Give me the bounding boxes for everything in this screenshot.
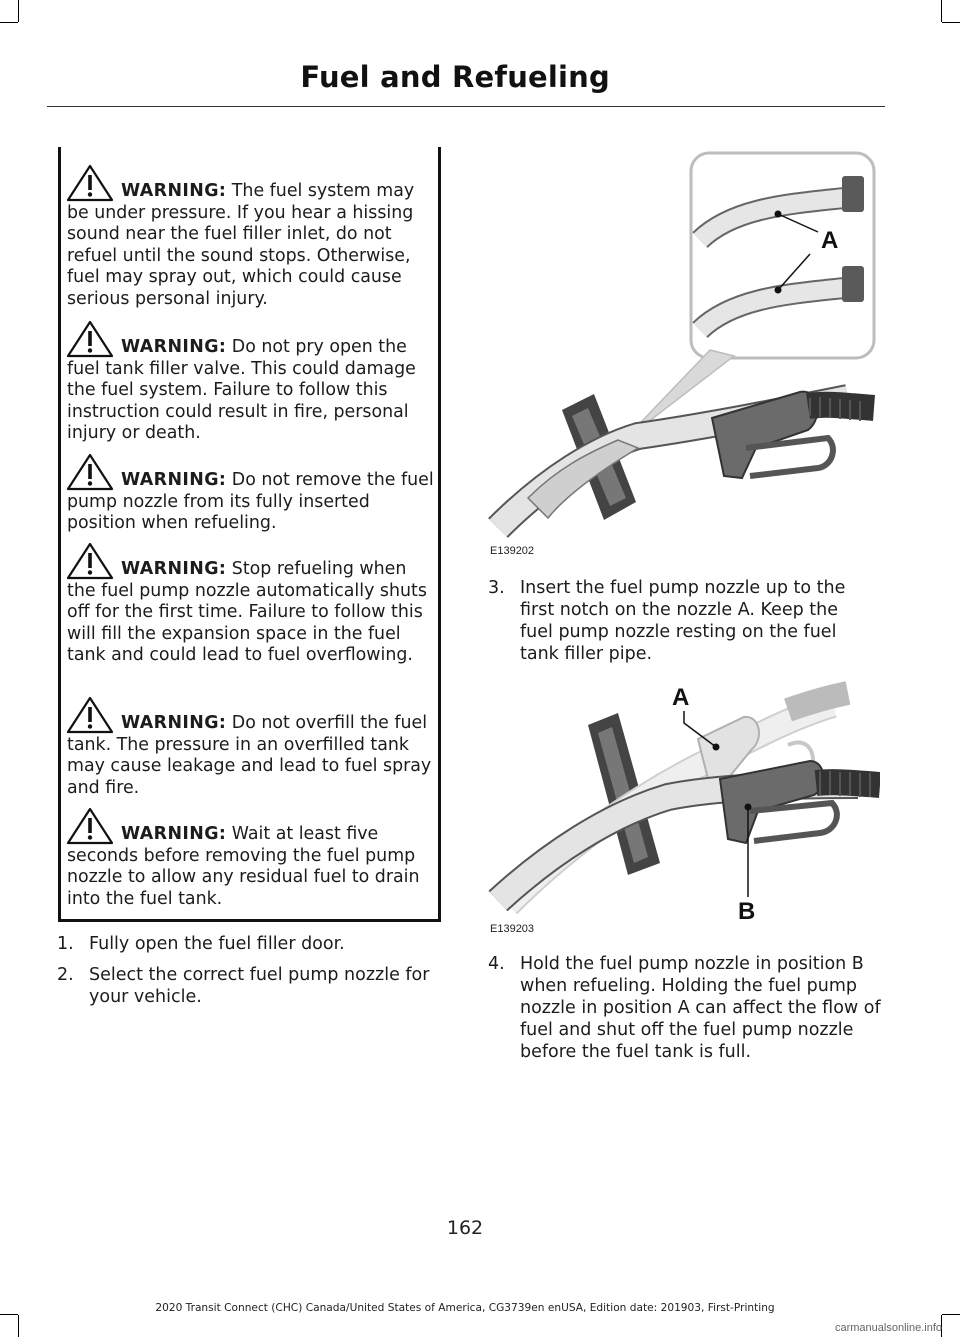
warning-text: Do not overfill the fuel tank. The pressure in an overfilled tank may cause leakage and lead to fuel spray and fire. (67, 713, 432, 798)
warning-triangle-icon (65, 452, 115, 492)
warning-text: Do not remove the fuel pump nozzle from its fully inserted position when refueling. (67, 470, 434, 533)
list-item (488, 953, 881, 1063)
warning-label: WARNING: (121, 559, 227, 579)
list-item (57, 964, 449, 1008)
crop-mark (942, 22, 960, 23)
nozzle-position-figure (488, 675, 880, 925)
warning-item (67, 559, 439, 667)
crop-mark (0, 1314, 18, 1315)
warning-text: Wait at least five seconds before removing the fuel pump nozzle to allow any residual fuel to drain into the fuel tank. (67, 824, 420, 909)
header-rule (47, 106, 885, 107)
callout-a: A (672, 684, 690, 711)
warning-label: WARNING: (121, 713, 227, 733)
step-text: Select the correct fuel pump nozzle for your vehicle. (89, 965, 430, 1007)
callout-b: B (738, 898, 756, 925)
warning-text: Stop refueling when the fuel pump nozzle automatically shuts off for the first time. Failure to follow this will fill the expansion space in the fuel tank and could lead to fuel overflowing. (67, 559, 427, 665)
warning-item (67, 337, 439, 445)
warning-text: The fuel system may be under pressure. If you hear a hissing sound near the fuel filler inlet, do not refuel until the sound stops. Otherwise, fuel may spray out, which could cause serious personal injury. (67, 181, 415, 309)
warning-item (67, 824, 439, 910)
warning-triangle-icon (65, 806, 115, 846)
warning-label: WARNING: (121, 337, 227, 357)
list-item (57, 933, 447, 955)
warning-item (67, 181, 439, 310)
warning-triangle-icon (65, 319, 115, 359)
footer-text: 2020 Transit Connect (CHC) Canada/United States of America, CG3739en enUSA, Edition date: 201903, First-Printing (155, 1302, 775, 1314)
step-text: Insert the fuel pump nozzle up to the first notch on the nozzle A. Keep the fuel pump nozzle resting on the fuel tank filler pipe. (520, 578, 846, 664)
step-text: Fully open the fuel filler door. (89, 934, 345, 954)
page-number: 162 (446, 1217, 484, 1239)
crop-mark (18, 0, 19, 22)
callout-a: A (821, 227, 839, 254)
crop-mark (0, 22, 18, 23)
warning-triangle-icon (65, 163, 115, 203)
warning-item (67, 470, 439, 535)
warnings-box (58, 147, 441, 922)
warning-label: WARNING: (121, 824, 227, 844)
step-number: 4. (488, 954, 505, 974)
warning-item (67, 713, 439, 799)
step-text: Hold the fuel pump nozzle in position B when refueling. Holding the fuel pump nozzle in position A can affect the flow of fuel and shut off the fuel pump nozzle before the fuel tank is full. (520, 954, 881, 1062)
watermark: carmanualsonline.info (834, 1322, 942, 1334)
step-number: 2. (57, 965, 74, 985)
figure-code: E139202 (490, 545, 535, 557)
crop-mark (942, 1314, 960, 1315)
warning-label: WARNING: (121, 470, 227, 490)
crop-mark (18, 1315, 19, 1337)
warning-text: Do not pry open the fuel tank filler valve. This could damage the fuel system. Failure to follow this instruction could result in fire, personal injury or death. (67, 337, 416, 443)
figure-code: E139203 (490, 923, 535, 935)
warning-triangle-icon (65, 695, 115, 735)
page-title: Fuel and Refueling (300, 60, 610, 94)
crop-mark (941, 0, 942, 22)
step-number: 3. (488, 578, 505, 598)
warning-triangle-icon (65, 541, 115, 581)
list-item (488, 577, 873, 665)
nozzle-detail-figure (488, 148, 880, 548)
warning-label: WARNING: (121, 181, 227, 201)
step-number: 1. (57, 934, 74, 954)
